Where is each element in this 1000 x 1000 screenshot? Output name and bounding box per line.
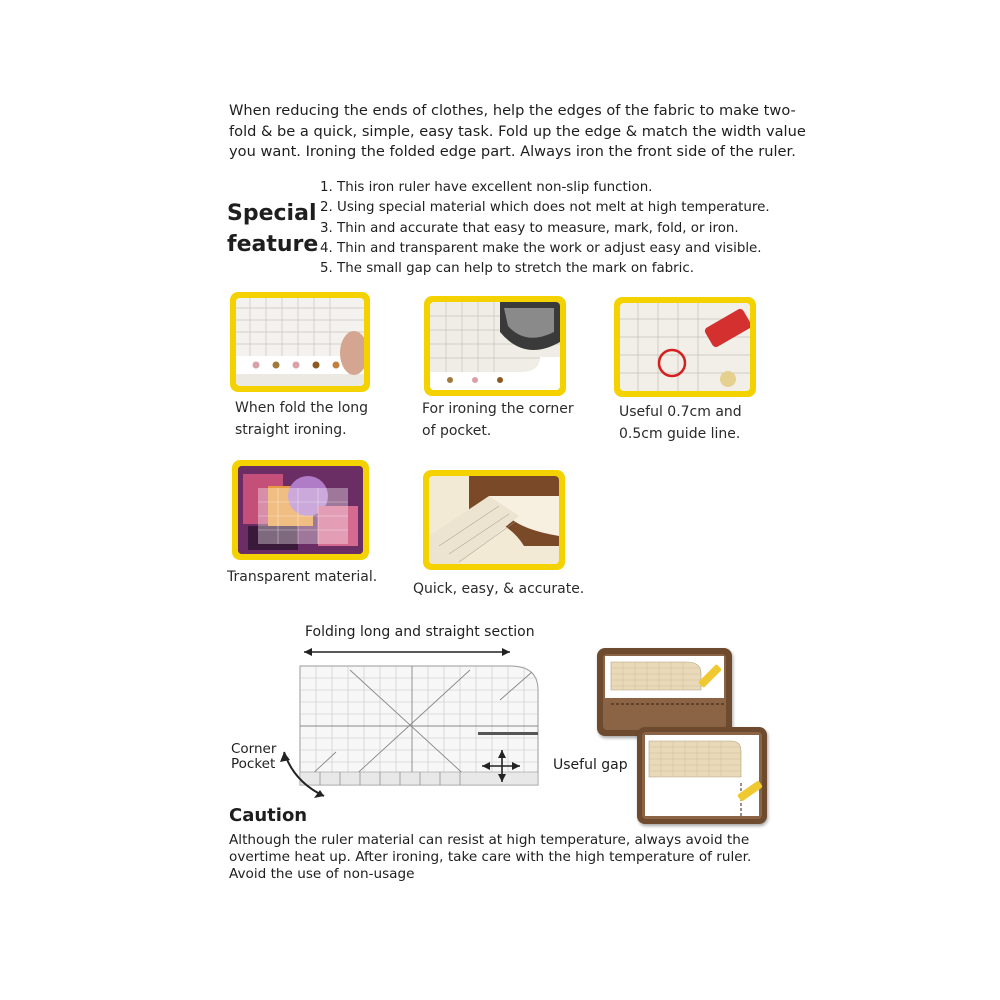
feature-item: 4. Thin and transparent make the work or adjust easy and visible. <box>320 240 762 256</box>
photo-quick-easy <box>423 470 565 570</box>
caption-photo-5 <box>413 578 584 600</box>
feature-item: 5. The small gap can help to stretch the mark on fabric. <box>320 261 695 277</box>
caption-line: Quick, easy, & accurate. <box>413 581 585 597</box>
caution-heading: Caution <box>229 805 308 826</box>
intro-line: When reducing the ends of clothes, help the edges of the fabric to make two- <box>229 102 796 119</box>
caption-line: 0.5cm guide line. <box>619 426 741 442</box>
caption-line: straight ironing. <box>235 422 347 438</box>
corner-label-line: Pocket <box>231 756 276 772</box>
folding-section-label: Folding long and straight section <box>305 624 535 640</box>
pocket-card-1 <box>597 648 732 736</box>
caption-photo-3 <box>619 401 742 445</box>
caption-line: of pocket. <box>422 423 492 439</box>
guide-line-photo-illustration <box>620 303 750 391</box>
corner-label-line: Corner <box>231 741 277 757</box>
intro-line: you want. Ironing the folded edge part. Always iron the front side of the ruler. <box>229 143 796 160</box>
heading-line: feature <box>227 232 319 257</box>
photo-guide-line <box>614 297 756 397</box>
corner-pocket-label <box>231 742 276 772</box>
heading-line: Special <box>227 201 317 226</box>
caution-line: Avoid the use of non-usage <box>229 866 415 882</box>
intro-paragraph <box>229 101 806 163</box>
pocket-illustration <box>637 727 767 824</box>
caption-line: Transparent material. <box>227 569 378 585</box>
caption-photo-4 <box>227 566 377 588</box>
caption-line: Useful 0.7cm and <box>619 404 742 420</box>
feature-item: 2. Using special material which does not melt at high temperature. <box>320 200 770 216</box>
feature-list <box>320 178 770 279</box>
iron-photo-illustration <box>430 302 560 390</box>
caption-line: When fold the long <box>235 400 369 416</box>
caption-photo-2 <box>422 398 574 442</box>
caution-line: overtime heat up. After ironing, take care with the high temperature of ruler. <box>229 849 752 865</box>
photo-long-straight-ironing <box>230 292 370 392</box>
photo-ironing-corner <box>424 296 566 396</box>
caption-photo-1 <box>235 397 368 441</box>
ruler-diagram <box>220 640 560 810</box>
pocket-card-2 <box>637 727 767 824</box>
pocket-illustration <box>597 648 732 736</box>
intro-line: fold & be a quick, simple, easy task. Fold up the edge & match the width value <box>229 122 806 140</box>
feature-item: 3. Thin and accurate that easy to measure, mark, fold, or iron. <box>320 220 739 236</box>
feature-item: 1. This iron ruler have excellent non-slip function. <box>320 180 653 195</box>
caution-line: Although the ruler material can resist at high temperature, always avoid the <box>229 832 750 848</box>
useful-gap-label: Useful gap <box>553 757 628 773</box>
quick-easy-illustration <box>429 476 559 564</box>
ruler-photo-illustration <box>236 298 364 386</box>
caution-text <box>229 832 769 883</box>
caption-line: For ironing the corner <box>422 401 574 417</box>
transparent-material-illustration <box>238 466 363 554</box>
special-feature-heading <box>227 198 318 260</box>
photo-transparent-material <box>232 460 369 560</box>
